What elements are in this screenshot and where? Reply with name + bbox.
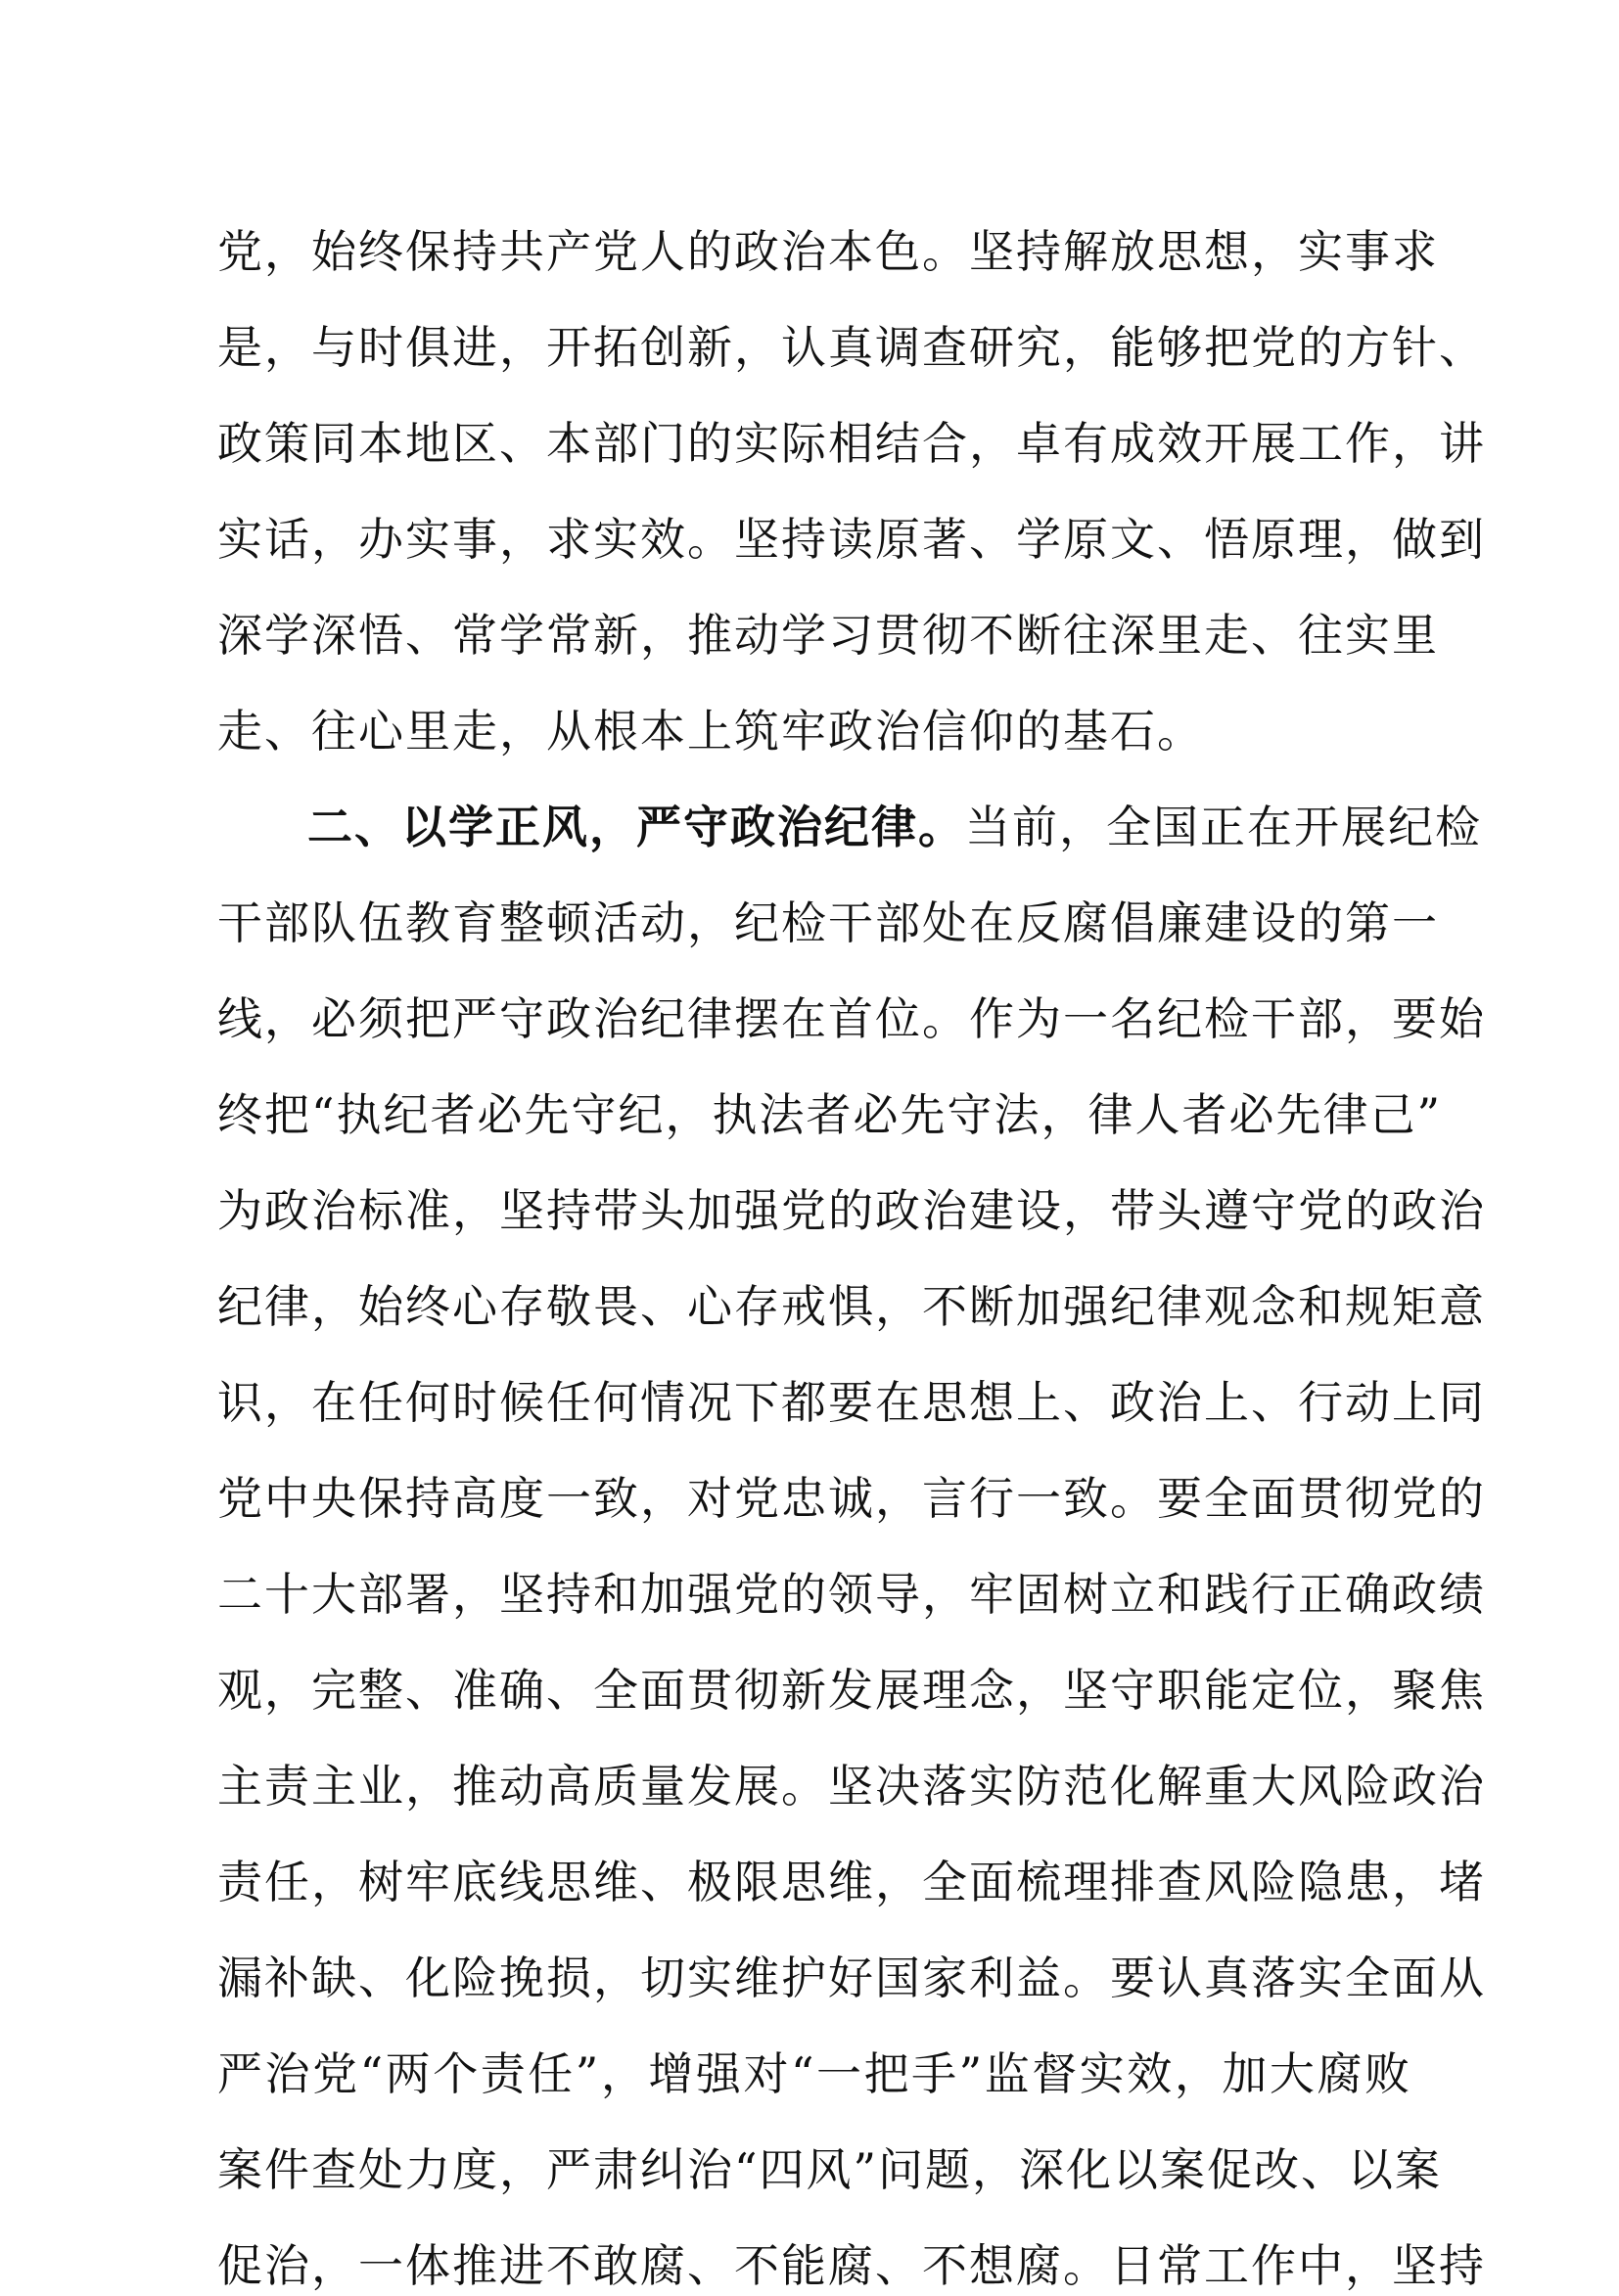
paragraph-2-line-16: 促治，一体推进不敢腐、不能腐、不想腐。日常工作中，坚持 — [217, 2239, 1486, 2292]
paragraph-2-line-10: 观，完整、准确、全面贯彻新发展理念，坚守职能定位，聚焦 — [217, 1664, 1486, 1717]
paragraph-1-line-6: 走、往心里走，从根本上筑牢政治信仰的基石。 — [217, 705, 1204, 758]
paragraph-1-line-1: 党，始终保持共产党人的政治本色。坚持解放思想，实事求 — [217, 225, 1439, 278]
paragraph-2-line-4: 终把“执纪者必先守纪，执法者必先守法，律人者必先律己” — [217, 1088, 1443, 1141]
paragraph-2-line-15: 案件查处力度，严肃纠治“四风”问题，深化以案促改、以案 — [217, 2143, 1443, 2196]
paragraph-1-line-5: 深学深悟、常学常新，推动学习贯彻不断往深里走、往实里 — [217, 609, 1439, 662]
paragraph-2-line-8: 党中央保持高度一致，对党忠诚，言行一致。要全面贯彻党的 — [217, 1472, 1486, 1525]
paragraph-2-line-14: 严治党“两个责任”，增强对“一把手”监督实效，加大腐败 — [217, 2047, 1411, 2100]
paragraph-2-line-7: 识，在任何时候任何情况下都要在思想上、政治上、行动上同 — [217, 1376, 1486, 1429]
paragraph-2-line-5: 为政治标准，坚持带头加强党的政治建设，带头遵守党的政治 — [217, 1184, 1486, 1237]
paragraph-2-line-12: 责任，树牢底线思维、极限思维，全面梳理排查风险隐患，堵 — [217, 1856, 1486, 1908]
section-heading: 二、以学正风，严守政治纪律。 — [307, 801, 965, 853]
paragraph-1-line-4: 实话，办实事，求实效。坚持读原著、学原文、悟原理，做到 — [217, 513, 1486, 566]
paragraph-2-line-9: 二十大部署，坚持和加强党的领导，牢固树立和践行正确政绩 — [217, 1568, 1486, 1621]
paragraph-2-line-6: 纪律，始终心存敬畏、心存戒惧，不断加强纪律观念和规矩意 — [217, 1280, 1486, 1333]
paragraph-2-first-line — [307, 797, 1482, 857]
paragraph-2-line-2: 干部队伍教育整顿活动，纪检干部处在反腐倡廉建设的第一 — [217, 896, 1439, 949]
paragraph-1-line-3: 政策同本地区、本部门的实际相结合，卓有成效开展工作，讲 — [217, 417, 1486, 470]
paragraph-2-line-11: 主责主业，推动高质量发展。坚决落实防范化解重大风险政治 — [217, 1760, 1486, 1813]
paragraph-2-line-13: 漏补缺、化险挽损，切实维护好国家利益。要认真落实全面从 — [217, 1952, 1486, 2004]
paragraph-1-line-2: 是，与时俱进，开拓创新，认真调查研究，能够把党的方针、 — [217, 321, 1486, 374]
paragraph-2-line-3: 线，必须把严守政治纪律摆在首位。作为一名纪检干部，要始 — [217, 992, 1486, 1045]
paragraph-2-first-line-text: 当前，全国正在开展纪检 — [965, 801, 1482, 853]
